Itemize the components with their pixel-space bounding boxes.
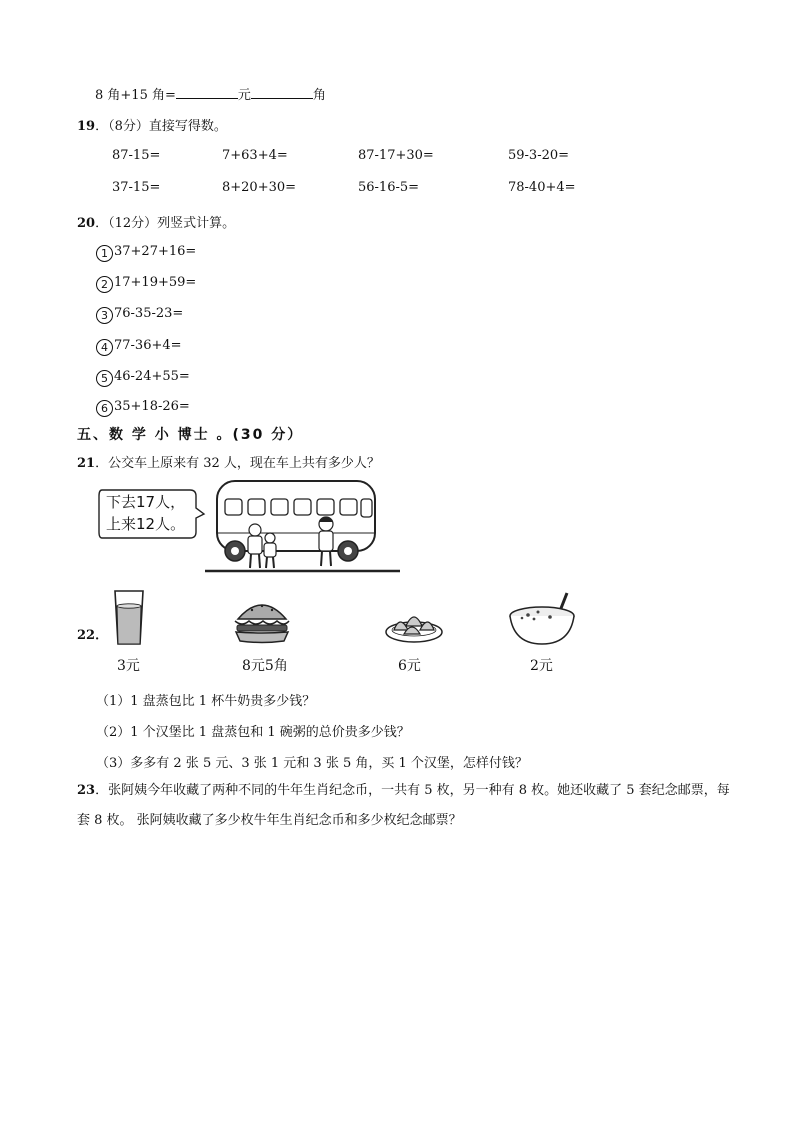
price-porridge: 2元 <box>530 658 553 674</box>
steamed-buns-icon <box>384 604 444 644</box>
price-milk: 3元 <box>117 658 140 674</box>
price-steamed-buns: 6元 <box>398 658 421 674</box>
q20-item: 4 77-36+4= <box>96 338 182 356</box>
q22-subquestion-3: （3）多多有 2 张 5 元、3 张 1 元和 3 张 5 角，买 1 个汉堡，怎样付钱？ <box>96 756 528 771</box>
porridge-bowl-icon <box>508 590 576 648</box>
bus-illustration <box>205 478 400 576</box>
question-23-text: 23．张阿姨今年收藏了两种不同的牛年生肖纪念币，一共有 5 枚，另一种有 8 枚。她还收藏了 5 套纪念邮票，每套 8 枚。 张阿姨收藏了多少枚牛年生肖纪念币和多少枚纪念邮票？ <box>77 783 730 828</box>
question-19-header: 19．（8分）直接写得数。 <box>77 119 227 134</box>
fill-line: 8 角+15 角= 元 角 <box>95 88 326 103</box>
answer-blank[interactable] <box>251 86 313 99</box>
question-22-number: 22． <box>77 628 109 643</box>
q22-subquestion-1: （1）1 盘蒸包比 1 杯牛奶贵多少钱？ <box>96 694 316 709</box>
q20-item: 3 76-35-23= <box>96 306 183 324</box>
q19-item: 59-3-20= <box>508 148 570 163</box>
q20-item: 1 37+27+16= <box>96 244 196 262</box>
q19-item: 87-15= <box>112 148 161 163</box>
question-21-text: 21．公交车上原来有 32 人，现在车上共有多少人？ <box>77 456 380 471</box>
q20-item: 5 46-24+55= <box>96 369 190 387</box>
hamburger-icon <box>232 597 292 645</box>
q20-item: 2 17+19+59= <box>96 275 196 293</box>
question-20-header: 20．（12分）列竖式计算。 <box>77 216 236 231</box>
bubble-line-2: 上来12人。 <box>106 515 186 533</box>
price-hamburger: 8元5角 <box>242 658 288 674</box>
answer-blank[interactable] <box>176 86 238 99</box>
q22-subquestion-2: （2）1 个汉堡比 1 盘蒸包和 1 碗粥的总价贵多少钱？ <box>96 725 410 740</box>
q19-item: 56-16-5= <box>358 180 420 195</box>
section-title: 五、数 学 小 博士 。(30 分） <box>77 427 304 443</box>
q19-item: 7+63+4= <box>222 148 288 163</box>
q19-item: 8+20+30= <box>222 180 297 195</box>
q19-item: 78-40+4= <box>508 180 576 195</box>
milk-glass-icon <box>112 588 146 648</box>
bubble-line-1: 下去17人， <box>106 493 186 511</box>
q20-item: 6 35+18-26= <box>96 399 190 417</box>
q19-item: 37-15= <box>112 180 161 195</box>
q19-item: 87-17+30= <box>358 148 434 163</box>
